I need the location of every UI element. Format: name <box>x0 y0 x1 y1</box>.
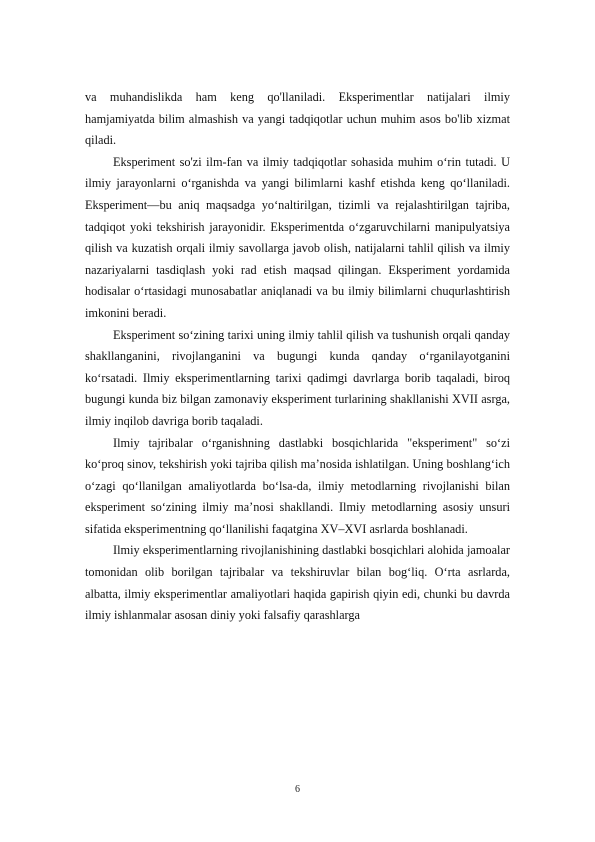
paragraph-eksperiment-definition: Eksperiment so'zi ilm-fan va ilmiy tadqiqotlar sohasida muhim o‘rin tutadi. U ilmiy jarayonlarni o‘rganishda va yangi bilimlarni kashf etishda keng qo‘llaniladi. Eksperiment—bu aniq maqsadga yo‘naltirilgan, tizimli va rejalashtirilgan tajriba, tadqiqot yoki tekshirish jarayonidir. Eksperimentda o‘zgaruvchilarni manipulyatsiya qilish va kuzatish orqali ilmiy savollarga javob olish, natijalarni tahlil qilish va ilmiy nazariyalarni tasdiqlash yoki rad etish maqsad qilingan. Eksperiment yordamida hodisalar o‘rtasidagi munosabatlar aniqlanadi va bu ilmiy bilimlarni chuqurlashtirish imkonini beradi. <box>85 154 510 320</box>
paragraph-eksperiment-history: Eksperiment so‘zining tarixi uning ilmiy tahlil qilish va tushunish orqali qanday shakllanganini, rivojlanganini va bugungi kunda qanday o‘rganilayotganini ko‘rsatadi. Ilmiy eksperimentlarning tarixi qadimgi davrlarga borib taqaladi, biroq bugungi kunda biz bilgan zamonaviy eksperiment turlarining shakllanishi XVII asrga, ilmiy inqilob davriga borib taqaladi. <box>85 327 510 428</box>
document-body <box>85 87 510 627</box>
paragraph-early-stages: Ilmiy tajribalar o‘rganishning dastlabki bosqichlarida "eksperiment" so‘zi ko‘proq sinov, tekshirish yoki tajriba qilish ma’nosida ishlatilgan. Uning boshlang‘ich o‘zagi qo‘llanilgan amaliyotlarda bo‘lsa-da, ilmiy metodlarning rivojlanishi bilan eksperiment so‘zining ilmiy ma’nosi shakllandi. Ilmiy metodlarning asosiy unsuri sifatida eksperimentning qo‘llanilishi faqatgina XV–XVI asrlarda boshlanadi. <box>85 435 510 536</box>
paragraph-continuation: va muhandislikda ham keng qo'llaniladi. Eksperimentlar natijalari ilmiy hamjamiyatda bilim almashish va yangi tadqiqotlar uchun muhim asos bo'lib xizmat qiladi. <box>85 90 510 148</box>
paragraph-development: Ilmiy eksperimentlarning rivojlanishining dastlabki bosqichlari alohida jamoalar tomonidan olib borilgan tajribalar va tekshiruvlar bilan bog‘liq. O‘rta asrlarda, albatta, ilmiy eksperimentlar amaliyotlari haqida gapirish qiyin edi, chunki bu davrda ilmiy ishlanmalar asosan diniy yoki falsafiy qarashlarga <box>85 543 510 623</box>
page-number: 6 <box>295 784 300 795</box>
